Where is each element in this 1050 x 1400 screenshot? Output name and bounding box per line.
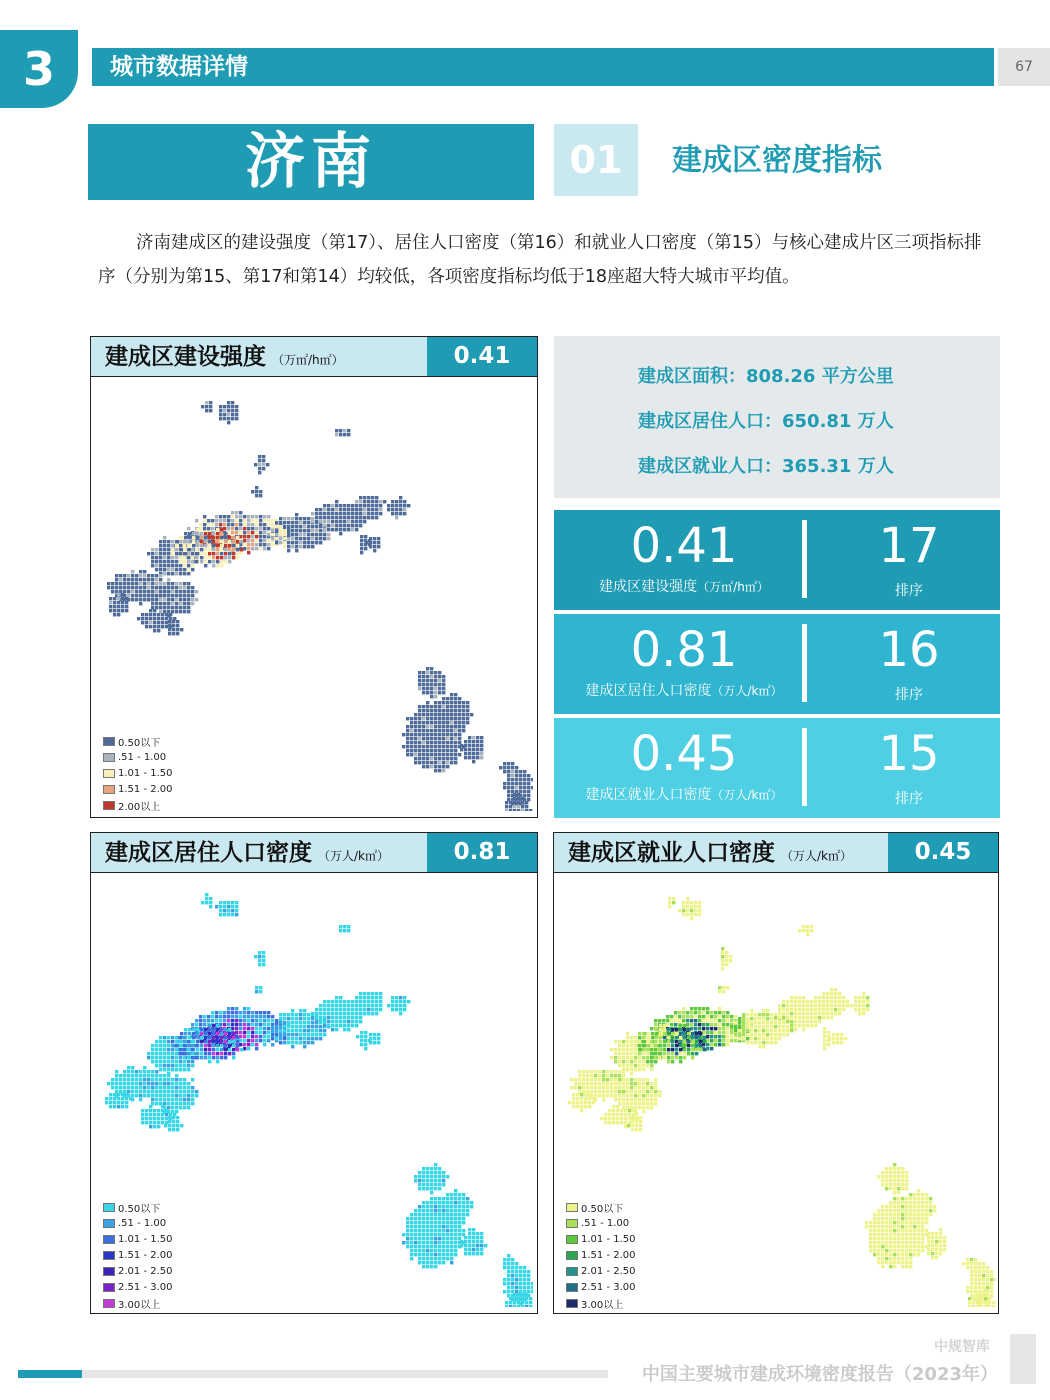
- map-panel-residential-density: [90, 832, 538, 1314]
- legend-item: [566, 1247, 636, 1263]
- legend-swatch: [103, 785, 115, 794]
- legend-swatch: [566, 1251, 578, 1260]
- chapter-title-bar: 城市数据详情: [92, 48, 994, 86]
- legend-item: [566, 1199, 636, 1215]
- employment-population-text: 建成区就业人口：365.31 万人: [638, 456, 894, 477]
- chapter-number-badge: 3: [0, 30, 78, 108]
- city-name: 济南: [88, 124, 534, 200]
- map-panel-employment-density: [553, 832, 999, 1314]
- map-panel-header: [91, 833, 537, 873]
- legend-swatch: [566, 1267, 578, 1276]
- metric-block-intensity: [554, 510, 1000, 610]
- map-legend: [566, 1199, 636, 1311]
- legend-label: 3.00以上: [581, 1299, 624, 1311]
- metric-rank: 16: [878, 622, 940, 678]
- legend-item: [103, 733, 173, 749]
- legend-item: [566, 1295, 636, 1311]
- legend-item: [103, 765, 173, 781]
- footer-tab: [1010, 1334, 1036, 1384]
- footer-brand: 中规智库: [934, 1339, 990, 1355]
- map-legend: [103, 733, 173, 813]
- metric-rank: 17: [878, 518, 940, 574]
- map-panel-header: [554, 833, 998, 873]
- legend-swatch: [103, 1299, 115, 1308]
- legend-swatch: [103, 1203, 115, 1212]
- legend-item: [566, 1231, 636, 1247]
- section-number: 01: [554, 124, 638, 196]
- legend-label: .51 - 1.00: [581, 1217, 630, 1229]
- legend-item: [103, 781, 173, 797]
- metric-rank-label: 排序: [895, 791, 923, 807]
- built-area-text: 建成区面积：808.26 平方公里: [638, 366, 894, 387]
- legend-label: 3.00以上: [118, 1299, 161, 1311]
- map-panel-header: [91, 337, 537, 377]
- metric-value: 0.41: [630, 518, 738, 574]
- footer-rule: [18, 1370, 608, 1378]
- map-title: 建成区建设强度 （万㎡/h㎡）: [105, 344, 344, 370]
- metric-divider: [802, 624, 807, 702]
- metric-block-residential-density: [554, 614, 1000, 714]
- map-legend: [103, 1199, 173, 1311]
- legend-swatch: [566, 1283, 578, 1292]
- legend-label: 2.51 - 3.00: [118, 1281, 173, 1293]
- legend-item: [103, 797, 173, 813]
- legend-label: 2.51 - 3.00: [581, 1281, 636, 1293]
- metric-divider: [802, 520, 807, 598]
- map-unit: （万人/k㎡）: [318, 849, 389, 863]
- legend-swatch: [103, 1235, 115, 1244]
- legend-label: 2.01 - 2.50: [118, 1265, 173, 1277]
- map-unit: （万㎡/h㎡）: [272, 353, 344, 367]
- legend-label: .51 - 1.00: [118, 751, 167, 763]
- legend-swatch: [566, 1235, 578, 1244]
- legend-swatch: [103, 1251, 115, 1260]
- map-value: 0.41: [427, 337, 537, 376]
- legend-label: 2.01 - 2.50: [581, 1265, 636, 1277]
- legend-item: [103, 1295, 173, 1311]
- legend-label: .51 - 1.00: [118, 1217, 167, 1229]
- legend-item: [566, 1263, 636, 1279]
- legend-item: [103, 1231, 173, 1247]
- metric-rank-label: 排序: [895, 687, 923, 703]
- metric-value: 0.45: [630, 726, 738, 782]
- legend-item: [103, 1199, 173, 1215]
- legend-label: 0.50以下: [581, 1203, 624, 1215]
- legend-label: 0.50以下: [118, 1203, 161, 1215]
- map-unit: （万人/k㎡）: [781, 849, 852, 863]
- legend-item: [103, 1215, 173, 1231]
- resident-population-text: 建成区居住人口：650.81 万人: [638, 411, 894, 432]
- legend-label: 1.01 - 1.50: [581, 1233, 636, 1245]
- map-value: 0.81: [427, 833, 537, 872]
- legend-label: 1.51 - 2.00: [118, 783, 173, 795]
- metric-value: 0.81: [630, 622, 738, 678]
- metric-rank: 15: [878, 726, 940, 782]
- footer-report-title: 中国主要城市建成环境密度报告（2023年）: [641, 1364, 998, 1385]
- legend-label: 1.01 - 1.50: [118, 1233, 173, 1245]
- legend-swatch: [103, 737, 115, 746]
- legend-label: 1.51 - 2.00: [581, 1249, 636, 1261]
- intro-paragraph: 济南建成区的建设强度（第17）、居住人口密度（第16）和就业人口密度（第15）与核心建成片区三项指标排序（分别为第15、第17和第14）均较低，各项密度指标均低于18座超大特大城市平均值。: [98, 233, 982, 287]
- summary-block: [554, 336, 1000, 498]
- legend-swatch: [103, 1219, 115, 1228]
- legend-swatch: [103, 801, 115, 810]
- legend-label: 0.50以下: [118, 737, 161, 749]
- legend-swatch: [103, 1267, 115, 1276]
- legend-swatch: [566, 1203, 578, 1212]
- metric-label: 建成区就业人口密度（万人/k㎡）: [585, 787, 783, 803]
- metric-divider: [802, 728, 807, 806]
- footer-accent: [18, 1370, 82, 1378]
- map-title: 建成区就业人口密度 （万人/k㎡）: [568, 840, 852, 866]
- page-number: 67: [998, 48, 1050, 86]
- legend-swatch: [103, 769, 115, 778]
- map-panel-construction-intensity: [90, 336, 538, 818]
- legend-item: [566, 1279, 636, 1295]
- legend-swatch: [103, 753, 115, 762]
- legend-item: [103, 1279, 173, 1295]
- legend-label: 1.01 - 1.50: [118, 767, 173, 779]
- legend-item: [566, 1215, 636, 1231]
- legend-item: [103, 1247, 173, 1263]
- map-value: 0.45: [888, 833, 998, 872]
- map-title: 建成区居住人口密度 （万人/k㎡）: [105, 840, 389, 866]
- section-title: 建成区密度指标: [672, 143, 882, 178]
- legend-swatch: [566, 1219, 578, 1228]
- legend-label: 2.00以上: [118, 801, 161, 813]
- legend-swatch: [103, 1283, 115, 1292]
- legend-swatch: [566, 1299, 578, 1308]
- metric-label: 建成区居住人口密度（万人/k㎡）: [585, 683, 783, 699]
- metric-rank-label: 排序: [895, 583, 923, 599]
- legend-item: [103, 749, 173, 765]
- legend-label: 1.51 - 2.00: [118, 1249, 173, 1261]
- metric-block-employment-density: [554, 718, 1000, 818]
- legend-item: [103, 1263, 173, 1279]
- metric-label: 建成区建设强度（万㎡/h㎡）: [599, 579, 769, 595]
